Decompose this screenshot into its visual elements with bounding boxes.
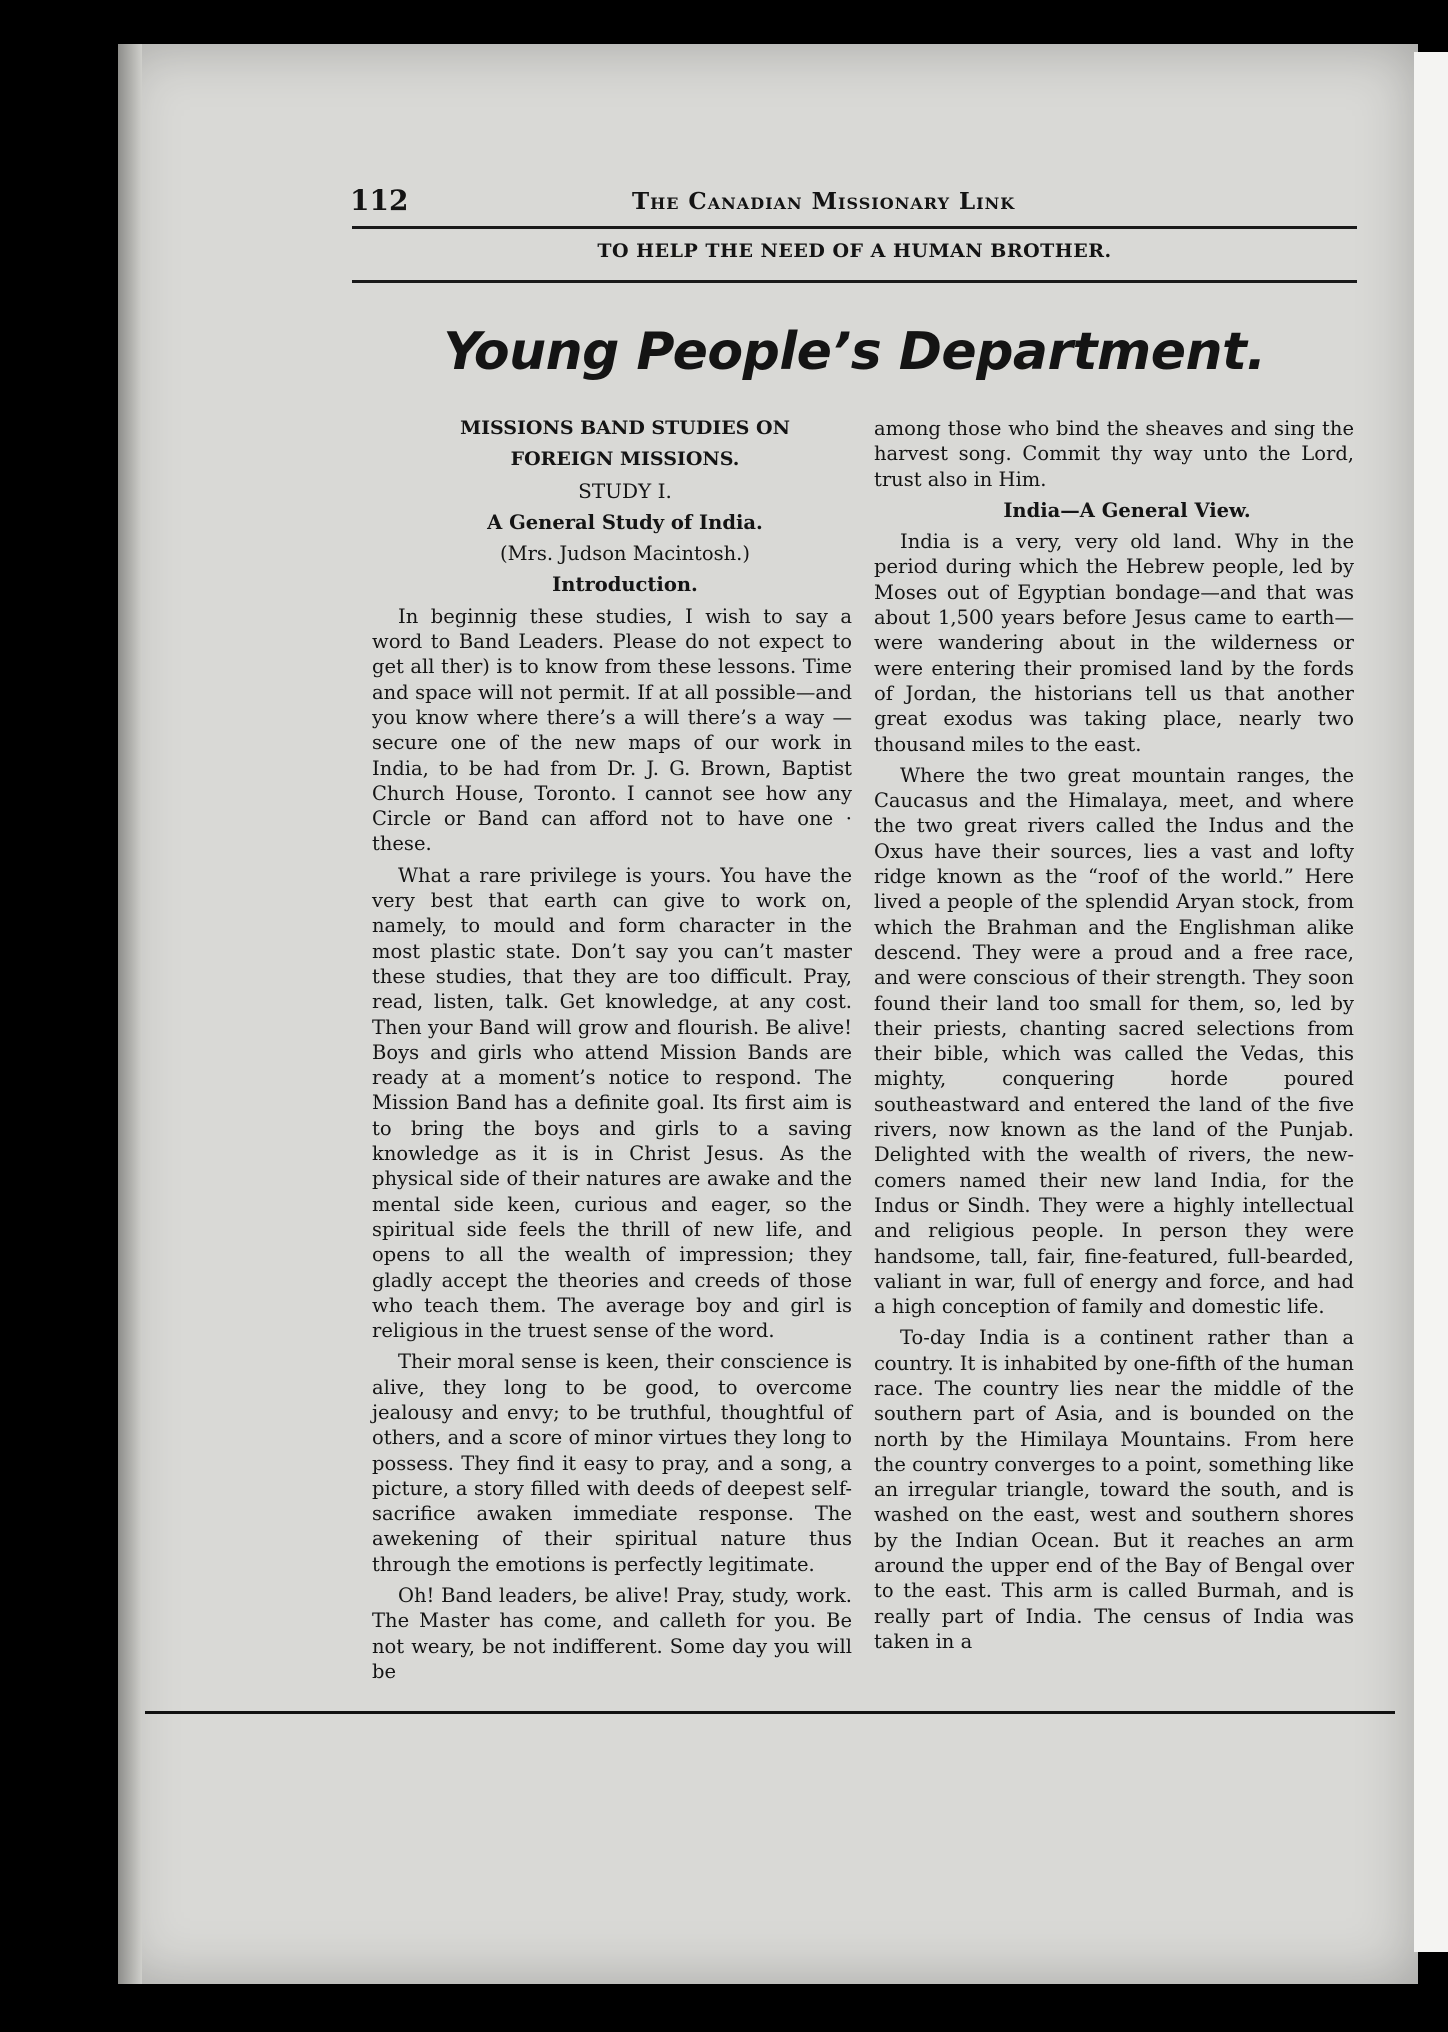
page-header	[352, 180, 1357, 220]
header-rule-bottom	[352, 280, 1357, 283]
study-subtitle: A General Study of India.	[487, 510, 763, 534]
page-number: 112	[350, 184, 409, 217]
department-title: Young People’s Department.	[443, 322, 1266, 382]
paragraph: Oh! Band leaders, be alive! Pray, study, work. The Master has come, and calleth for you. Be not weary, be not indifferent. Some day you will be	[372, 1584, 852, 1683]
scan-border-strip	[1414, 52, 1448, 1952]
paragraph: To-day India is a continent rather than a country. It is inhabited by one-fifth of the human race. The country lies near the middle of the southern part of Asia, and is bounded on the north by the Himilaya Mountains. From here the country converges to a point, something like an irregular triangle, toward the south, and is washed on the east, west and southern shores by the Indian Ocean. But it reaches an arm around the upper end of the Bay of Bengal over to the east. This arm is called Burmah, and is really part of India. The census of India was taken in a	[874, 1326, 1354, 1653]
paragraph: In beginnig these studies, I wish to say a word to Band Leaders. Please do not expect to get all ther) is to know from these lessons. Time and space will not permit. If at all possible—and you know where there’s a will there’s a way —secure one of the new maps of our work in India, to be had from Dr. J. G. Brown, Baptist Church House, Toronto. I cannot see how any Circle or Band can afford not to have one · these.	[372, 604, 852, 856]
left-column	[372, 416, 852, 1690]
right-column	[874, 416, 1354, 1660]
scan-artifact-line	[145, 1711, 1395, 1714]
heading-line-2: FOREIGN MISSIONS.	[510, 448, 740, 471]
header-rule-top	[352, 226, 1357, 229]
study-number: STUDY I.	[578, 478, 672, 503]
magazine-page	[352, 180, 1357, 1940]
journal-title: The Canadian Missionary Link	[632, 188, 1016, 215]
paragraph-continuation: among those who bind the sheaves and sing the harvest song. Commit thy way unto the Lord, trust also in Him.	[874, 417, 1354, 491]
author-line: (Mrs. Judson Macintosh.)	[500, 542, 750, 566]
paragraph: What a rare privilege is yours. You have the very best that earth can give to work on, namely, to mould and form character in the most plastic state. Don’t say you can’t master these studies, that they are too difficult. Pray, read, listen, talk. Get knowledge, at any cost. Then your Band will grow and flourish. Be alive! Boys and girls who attend Mission Bands are ready at a moment’s notice to respond. The Mission Band has a definite goal. Its first aim is to bring the boys and girls to a saving knowledge as it is in Christ Jesus. As the physical side of their natures are awake and the mental side keen, curious and eager, so the spiritual side feels the thrill of new life, and opens to all the wealth of impression; they gladly accept the theories and creeds of those who teach them. The average boy and girl is religious in the truest sense of the word.	[372, 863, 852, 1343]
paragraph: India is a very, very old land. Why in the period during which the Hebrew people, led by Moses out of Egyptian bondage—and that was about 1,500 years before Jesus came to earth— were wandering about in the wilderness or were entering their promised land by the fords of Jordan, the historians tell us that another great exodus was taking place, nearly two thousand miles to the east.	[874, 530, 1354, 756]
paragraph: Where the two great mountain ranges, the Caucasus and the Himalaya, meet, and where the two great rivers called the Indus and the Oxus have their sources, lies a vast and lofty ridge known as the “roof of the world.” Here lived a people of the splendid Aryan stock, from which the Brahman and the Englishman alike descend. They were a proud and a free race, and were conscious of their strength. They soon found their land too small for them, so, led by their priests, chanting sacred selections from their bible, which was called the Vedas, this mighty, conquering horde poured southeastward and entered the land of the five rivers, now known as the land of the Punjab. Delighted with the wealth of rivers, the new-comers named their new land India, for the Indus or Sindh. They were a highly intellectual and religious people. In person they were handsome, tall, fair, fine-featured, full-bearded, valiant in war, full of energy and force, and had a high conception of family and domestic life.	[874, 763, 1354, 1319]
section-heading-india: India—A General View.	[1003, 498, 1251, 522]
heading-line-1: MISSIONS BAND STUDIES ON	[460, 417, 790, 439]
paragraph: Their moral sense is keen, their conscience is alive, they long to be good, to overcome jealousy and envy; to be truthful, thoughtful of others, and a score of minor virtues they long to possess. They find it easy to pray, and a song, a picture, a story filled with deeds of deepest self-sacrifice awaken immediate response. The awekening of their spiritual nature thus through the emotions is perfectly legitimate.	[372, 1350, 852, 1576]
banner-motto: TO HELP THE NEED OF A HUMAN BROTHER.	[597, 240, 1112, 262]
section-heading-introduction: Introduction.	[552, 573, 698, 597]
page-binding-edge	[118, 44, 142, 1984]
